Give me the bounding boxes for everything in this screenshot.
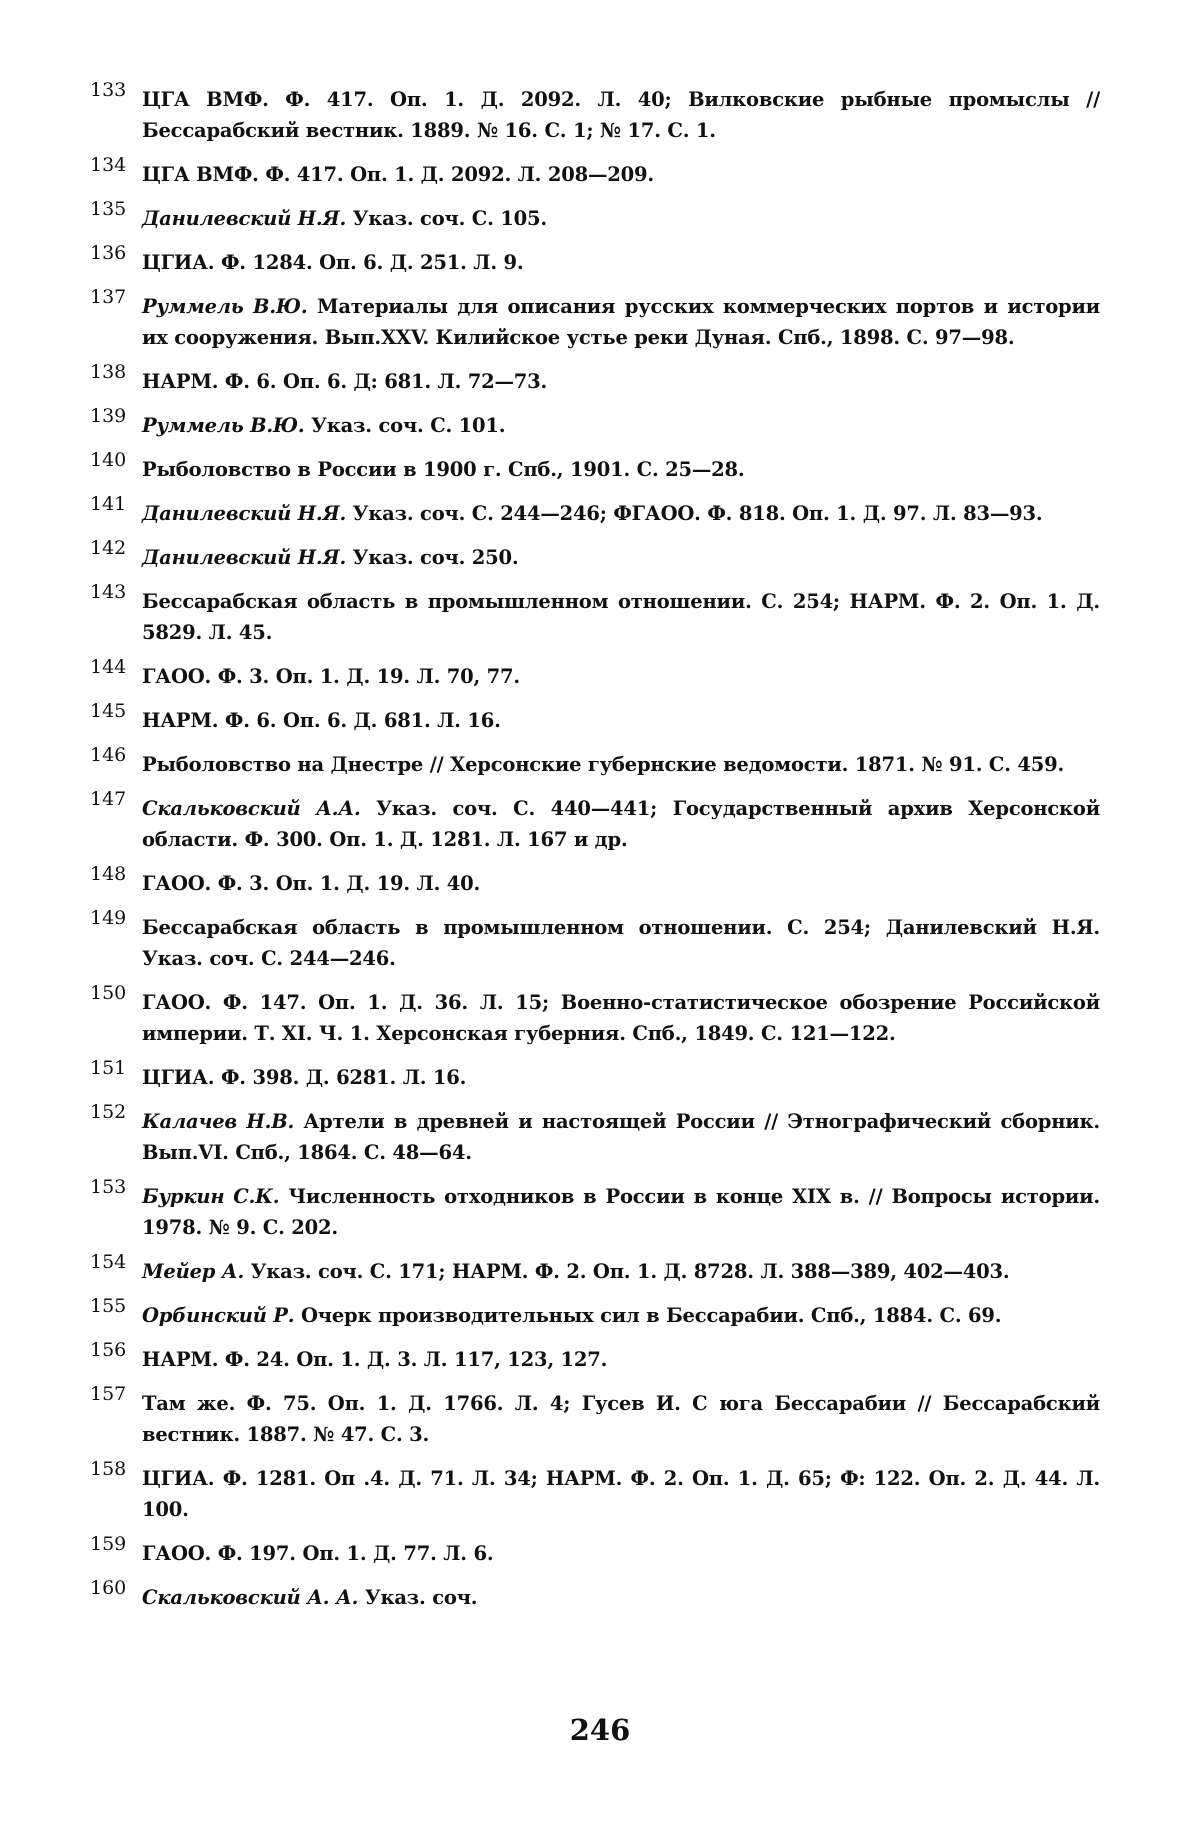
footnote-text: Там же. Ф. 75. Оп. 1. Д. 1766. Л. 4; Гусев И. С юга Бессарабии // Бессарабский вестник. 1887. № 47. С. 3. [142, 1392, 1100, 1446]
footnote-number: 138 [90, 361, 127, 383]
footnote-author: Данилевский Н.Я. [142, 207, 347, 230]
footnote-number: 144 [90, 656, 127, 678]
footnote-number: 140 [90, 449, 127, 471]
footnote-139 [90, 405, 1100, 441]
footnote-150 [90, 982, 1100, 1049]
footnote-author: Руммель В.Ю. [142, 414, 305, 437]
footnote-153 [90, 1176, 1101, 1243]
footnote-137 [90, 286, 1100, 353]
footnote-number: 135 [90, 198, 127, 220]
footnote-text: Указ. соч. С. 171; НАРМ. Ф. 2. Оп. 1. Д. 8728. Л. 388—389, 402—403. [250, 1260, 1010, 1283]
footnote-text: НАРМ. Ф. 24. Оп. 1. Д. 3. Л. 117, 123, 127. [142, 1348, 608, 1371]
footnote-number: 151 [90, 1057, 127, 1079]
footnote-text: Бессарабская область в промышленном отношении. С. 254; НАРМ. Ф. 2. Оп. 1. Д. 5829. Л. 45. [142, 590, 1100, 644]
footnote-134 [90, 154, 1100, 190]
footnote-140 [90, 449, 1100, 485]
footnote-141 [90, 493, 1100, 529]
footnote-text: ГАОО. Ф. 197. Оп. 1. Д. 77. Л. 6. [142, 1542, 494, 1565]
footnote-author: Орбинский Р. [142, 1304, 295, 1327]
footnote-156 [90, 1339, 1100, 1375]
footnote-text: ЦГИА. Ф. 398. Д. 6281. Л. 16. [142, 1066, 467, 1089]
footnote-number: 133 [90, 79, 127, 101]
footnote-text: ГАОО. Ф. 3. Оп. 1. Д. 19. Л. 40. [142, 872, 481, 895]
footnote-text: Очерк производительных сил в Бессарабии. Спб., 1884. С. 69. [300, 1304, 1002, 1327]
footnote-number: 154 [90, 1251, 127, 1273]
footnote-author: Данилевский Н.Я. [142, 502, 347, 525]
footnote-number: 142 [90, 537, 127, 559]
footnote-136 [90, 242, 1100, 278]
footnote-155 [90, 1295, 1100, 1331]
footnote-author: Руммель В.Ю. [142, 295, 308, 318]
footnote-number: 147 [90, 788, 127, 810]
footnote-160 [90, 1577, 1100, 1613]
footnote-number: 146 [90, 744, 127, 766]
footnote-author: Мейер А. [142, 1260, 245, 1283]
footnote-138 [90, 361, 1100, 397]
footnote-number: 143 [90, 581, 127, 603]
footnote-number: 134 [90, 154, 127, 176]
footnote-text: ЦГА ВМФ. Ф. 417. Оп. 1. Д. 2092. Л. 208—209. [142, 163, 654, 186]
footnote-151 [90, 1057, 1100, 1093]
footnote-text: Указ. соч. С. 244—246; ФГАОО. Ф. 818. Оп. 1. Д. 97. Л. 83—93. [352, 502, 1043, 525]
footnote-text: ЦГА ВМФ. Ф. 417. Оп. 1. Д. 2092. Л. 40; Вилковские рыбные промыслы // Бессарабский вестник. 1889. № 16. С. 1; № 17. С. 1. [142, 88, 1100, 142]
footnote-author: Данилевский Н.Я. [142, 546, 347, 569]
footnote-152 [90, 1101, 1101, 1168]
footnote-text: Указ. соч. С. 105. [352, 207, 547, 230]
footnote-text: ГАОО. Ф. 3. Оп. 1. Д. 19. Л. 70, 77. [142, 665, 520, 688]
footnote-text: Артели в древней и настоящей России // Этнографический сборник. Вып.VI. Спб., 1864. С. 48—64. [142, 1110, 1101, 1164]
footnote-number: 153 [90, 1176, 127, 1198]
footnote-154 [90, 1251, 1100, 1287]
footnote-text: НАРМ. Ф. 6. Оп. 6. Д: 681. Л. 72—73. [142, 370, 548, 393]
footnote-143 [90, 581, 1100, 648]
footnote-142 [90, 537, 1100, 573]
footnotes-list [90, 79, 1101, 1626]
footnote-number: 156 [90, 1339, 127, 1361]
footnote-text: Численность отходников в России в конце XIX в. // Вопросы истории. 1978. № 9. С. 202. [142, 1185, 1101, 1239]
footnote-number: 145 [90, 700, 127, 722]
footnote-text: Указ. соч. С. 101. [311, 414, 506, 437]
footnote-146 [90, 744, 1100, 780]
footnote-number: 159 [90, 1533, 127, 1555]
footnote-text: ЦГИА. Ф. 1284. Оп. 6. Д. 251. Л. 9. [142, 251, 524, 274]
footnote-text: Бессарабская область в промышленном отношении. С. 254; Данилевский Н.Я. Указ. соч. С. 244—246. [142, 916, 1100, 970]
footnote-text: Рыболовство на Днестре // Херсонские губернские ведомости. 1871. № 91. С. 459. [142, 753, 1065, 776]
footnote-number: 139 [90, 405, 127, 427]
footnote-159 [90, 1533, 1100, 1569]
footnote-158 [90, 1458, 1100, 1525]
footnote-text: Материалы для описания русских коммерческих портов и истории их сооружения. Вып.XXV. Килийское устье реки Дуная. Спб., 1898. С. 97—98. [142, 295, 1100, 349]
footnote-text: ЦГИА. Ф. 1281. Оп .4. Д. 71. Л. 34; НАРМ. Ф. 2. Оп. 1. Д. 65; Ф: 122. Оп. 2. Д. 44. Л. 100. [142, 1467, 1100, 1521]
page-number: 246 [569, 1713, 631, 1747]
footnote-author: Буркин С.К. [142, 1185, 280, 1208]
footnote-author: Скальковский А.А. [142, 797, 361, 820]
footnote-number: 155 [90, 1295, 127, 1317]
footnote-149 [90, 907, 1100, 974]
footnote-number: 152 [90, 1101, 127, 1123]
footnote-author: Калачев Н.В. [142, 1110, 295, 1133]
footnote-text: ГАОО. Ф. 147. Оп. 1. Д. 36. Л. 15; Военно-статистическое обозрение Российской империи. Т. XI. Ч. 1. Херсонская губерния. Спб., 1849. С. 121—122. [142, 991, 1100, 1045]
footnote-147 [90, 788, 1100, 855]
footnote-number: 141 [90, 493, 127, 515]
footnote-157 [90, 1383, 1100, 1450]
footnote-text: Указ. соч. С. 440—441; Государственный архив Херсонской области. Ф. 300. Оп. 1. Д. 1281. Л. 167 и др. [142, 797, 1100, 851]
footnote-text: Рыболовство в России в 1900 г. Спб., 1901. С. 25—28. [142, 458, 745, 481]
footnote-text: НАРМ. Ф. 6. Оп. 6. Д. 681. Л. 16. [142, 709, 501, 732]
footnote-135 [90, 198, 1100, 234]
footnote-number: 148 [90, 863, 127, 885]
footnote-145 [90, 700, 1100, 736]
footnote-number: 160 [90, 1577, 127, 1599]
footnote-text: Указ. соч. 250. [352, 546, 519, 569]
footnote-number: 136 [90, 242, 127, 264]
footnote-148 [90, 863, 1100, 899]
footnote-text: Указ. соч. [364, 1586, 478, 1609]
footnote-144 [90, 656, 1100, 692]
footnote-number: 149 [90, 907, 127, 929]
footnote-number: 158 [90, 1458, 127, 1480]
footnote-number: 137 [90, 286, 127, 308]
footnote-133 [90, 79, 1100, 146]
footnote-author: Скальковский А. А. [142, 1586, 359, 1609]
footnote-number: 157 [90, 1383, 127, 1405]
footnote-number: 150 [90, 982, 127, 1004]
